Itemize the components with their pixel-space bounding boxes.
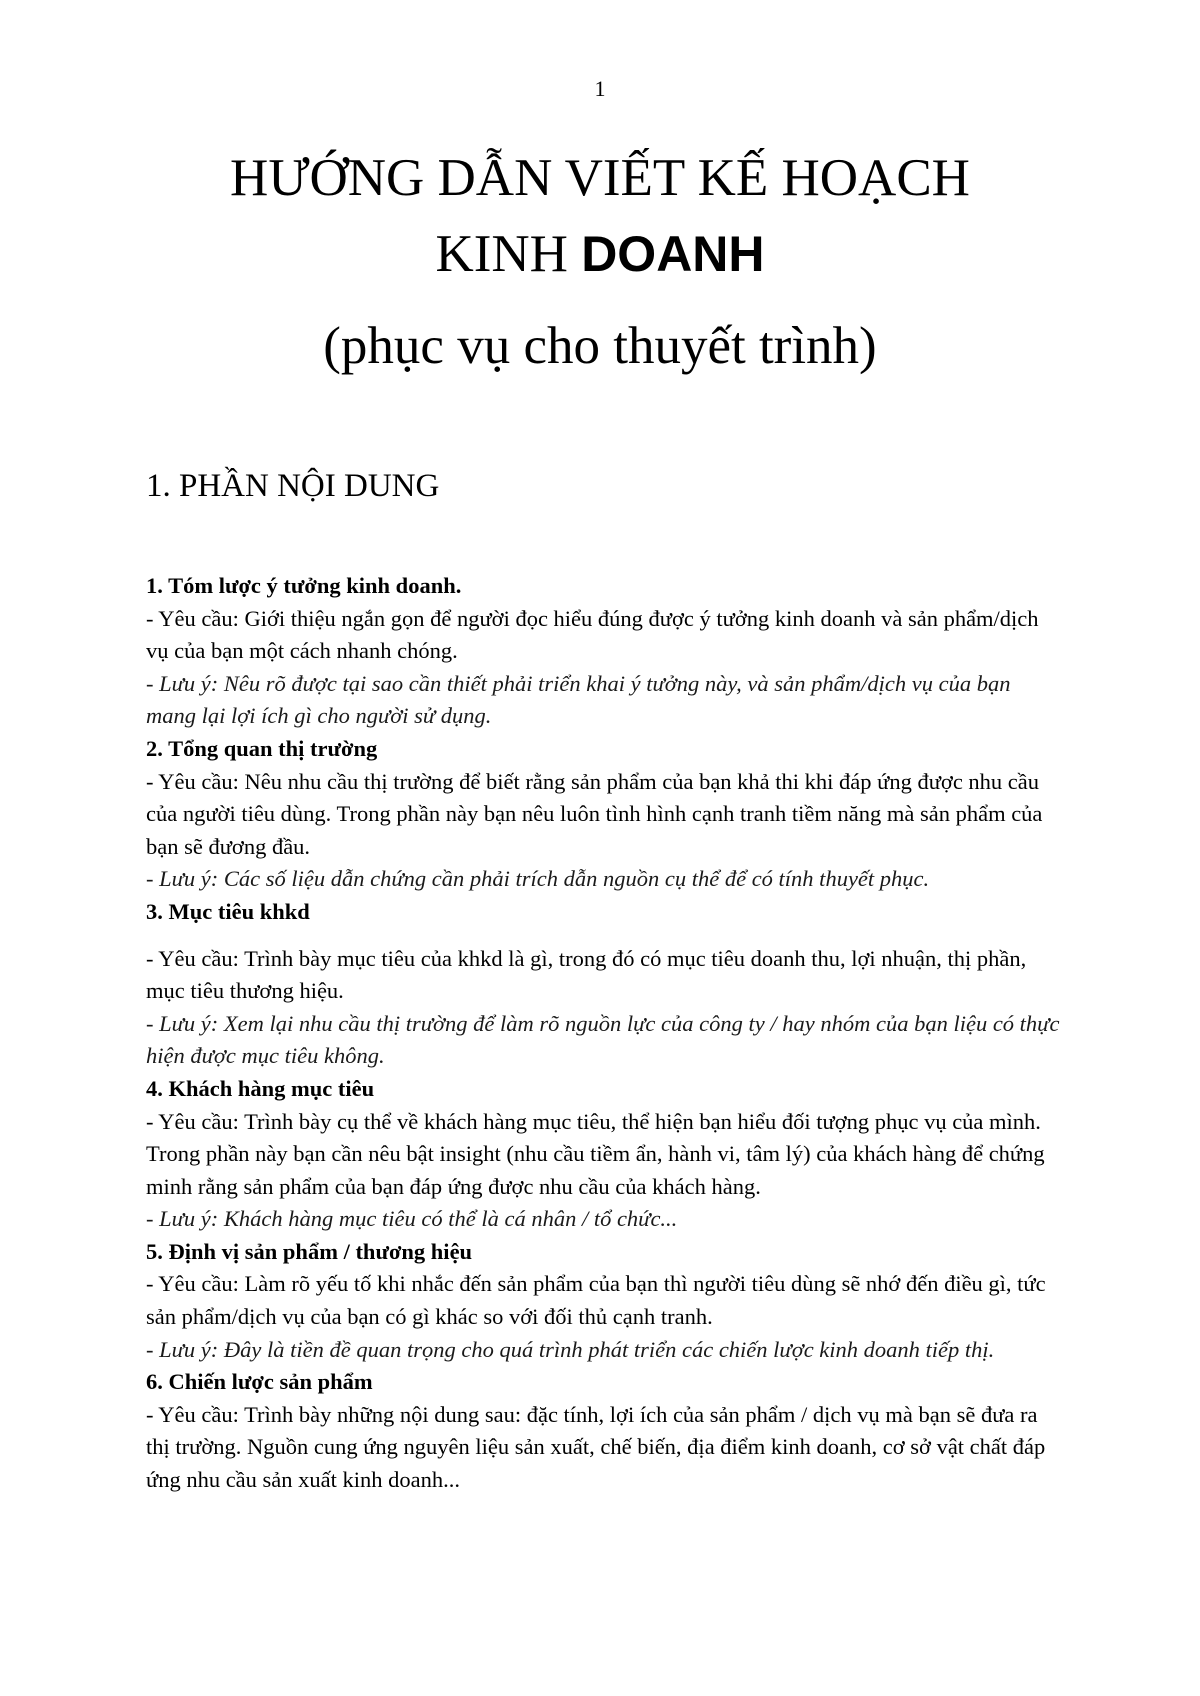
item-requirement: - Yêu cầu: Trình bày những nội dung sau: đặc tính, lợi ích của sản phẩm / dịch vụ mà bạn sẽ đưa ra thị trường. Nguồn cung ứng nguyên liệu sản xuất, chế biến, địa điểm kinh doanh, cơ sở vật chất đáp ứng nhu cầu sản xuất kinh doanh... xyxy=(146,1401,1046,1493)
title-line-2-part-1: KINH xyxy=(435,225,582,283)
item-note: - Lưu ý: Khách hàng mục tiêu có thể là cá nhân / tổ chức... xyxy=(146,1206,678,1232)
item-heading: 2. Tổng quan thị trường xyxy=(146,735,378,761)
item-note: - Lưu ý: Đây là tiền đề quan trọng cho quá trình phát triển các chiến lược kinh doanh tiếp thị. xyxy=(146,1336,995,1362)
title-line-1: HƯỚNG DẪN VIẾT KẾ HOẠCH xyxy=(230,149,970,207)
item-requirement: - Yêu cầu: Làm rõ yếu tố khi nhắc đến sản phẩm của bạn thì người tiêu dùng sẽ nhớ đến điều gì, tức sản phẩm/dịch vụ của bạn có gì khác so với đối thủ cạnh tranh. xyxy=(146,1271,1046,1330)
content-body xyxy=(146,570,1066,1497)
item-heading: 3. Mục tiêu khkd xyxy=(146,898,310,924)
title-line-2-part-2: DOANH xyxy=(581,226,765,282)
item-requirement: - Yêu cầu: Nêu nhu cầu thị trường để biết rằng sản phẩm của bạn khả thi khi đáp ứng được nhu cầu của người tiêu dùng. Trong phần này bạn nêu luôn tình hình cạnh tranh tiềm năng mà sản phẩm của bạn sẽ đương đầu. xyxy=(146,768,1043,859)
item-heading: 4. Khách hàng mục tiêu xyxy=(146,1075,375,1101)
title-line-2 xyxy=(0,216,1200,292)
item-note: - Lưu ý: Các số liệu dẫn chứng cần phải trích dẫn nguồn cụ thể để có tính thuyết phục. xyxy=(146,866,930,892)
section-heading: 1. PHẦN NỘI DUNG xyxy=(146,468,440,504)
item-heading: 6. Chiến lược sản phẩm xyxy=(146,1369,373,1395)
item-requirement: - Yêu cầu: Giới thiệu ngắn gọn để người đọc hiểu đúng được ý tưởng kinh doanh và sản phẩm/dịch vụ của bạn một cách nhanh chóng. xyxy=(146,605,1039,664)
item-note: - Lưu ý: Xem lại nhu cầu thị trường để làm rõ nguồn lực của công ty / hay nhóm của bạn liệu có thực hiện được mục tiêu không. xyxy=(146,1010,1060,1069)
item-requirement: - Yêu cầu: Trình bày cụ thể về khách hàng mục tiêu, thể hiện bạn hiểu đối tượng phục vụ của mình. Trong phần này bạn cần nêu bật insight (nhu cầu tiềm ẩn, hành vi, tâm lý) của khách hàng để chứng minh rằng sản phẩm của bạn đáp ứng được nhu cầu của khách hàng. xyxy=(146,1108,1045,1199)
item-requirement: - Yêu cầu: Trình bày mục tiêu của khkd là gì, trong đó có mục tiêu doanh thu, lợi nhuận, thị phần, mục tiêu thương hiệu. xyxy=(146,945,1027,1004)
document-title xyxy=(0,140,1200,384)
item-heading: 1. Tóm lược ý tưởng kinh doanh. xyxy=(146,573,462,598)
page-number: 1 xyxy=(594,76,606,101)
item-heading: 5. Định vị sản phẩm / thương hiệu xyxy=(146,1238,473,1264)
item-note: - Lưu ý: Nêu rõ được tại sao cần thiết phải triển khai ý tưởng này, và sản phẩm/dịch vụ của bạn mang lại lợi ích gì cho người sử dụng. xyxy=(146,670,1011,729)
document-subtitle: (phục vụ cho thuyết trình) xyxy=(323,317,877,375)
